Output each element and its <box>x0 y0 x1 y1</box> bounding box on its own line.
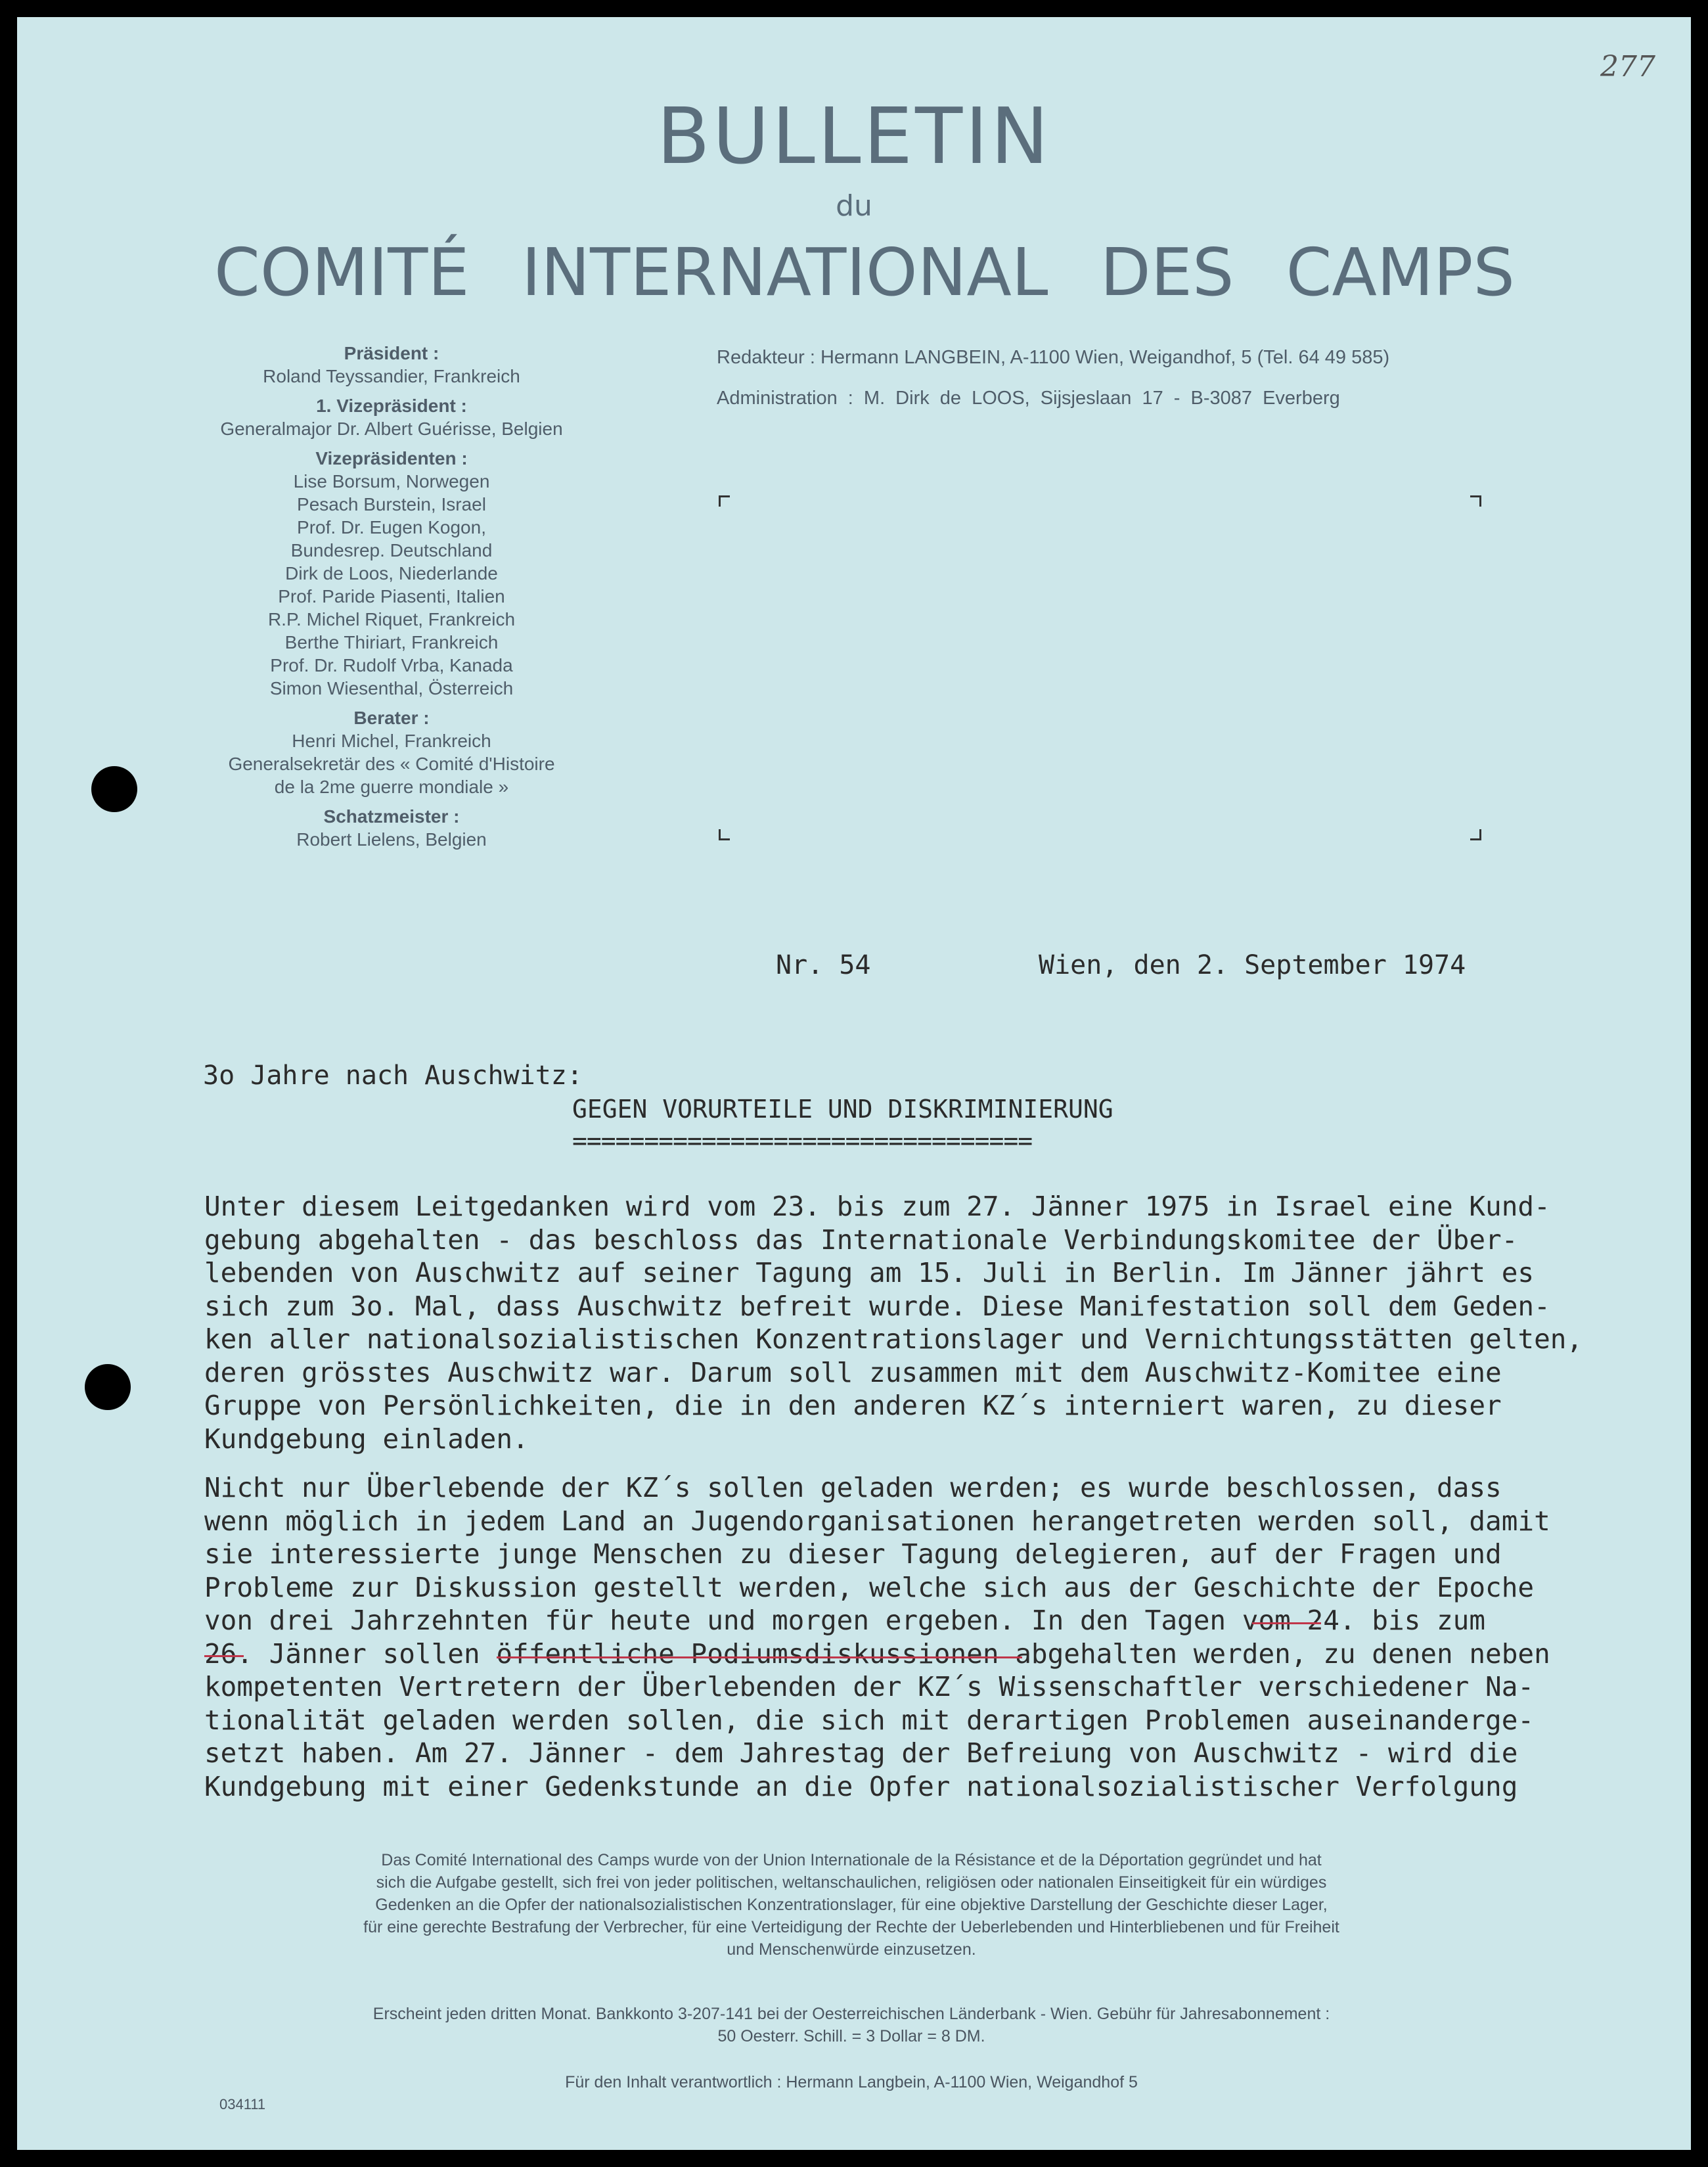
footer-responsible: Für den Inhalt verantwortlich : Hermann Langbein, A-1100 Wien, Weigandhof 5 <box>565 2073 1138 2091</box>
headline-underline: ================================ <box>572 1126 1033 1155</box>
officer-name: Dirk de Loos, Niederlande <box>285 563 498 583</box>
red-underline <box>1252 1622 1321 1624</box>
body-line: sich zum 3o. Mal, dass Auschwitz befreit wurde. Diese Manifestation soll dem Geden- <box>204 1290 1550 1322</box>
body-line: ken aller nationalsozialistischen Konzentrationslager und Vernichtungsstätten gelten, <box>204 1323 1583 1355</box>
officer-name: Generalsekretär des « Comité d'Histoire <box>228 754 555 774</box>
footer-line: 50 Oesterr. Schill. = 3 Dollar = 8 DM. <box>717 2027 985 2045</box>
masthead-word: DES <box>1100 234 1234 311</box>
page-number: 277 <box>1600 50 1655 83</box>
body-line: wenn möglich in jedem Land an Jugendorganisationen herangetreten werden soll, damit <box>204 1505 1550 1537</box>
officers-list <box>194 342 589 851</box>
body-line: von drei Jahrzehnten für heute und morgen ergeben. In den Tagen vom 24. bis zum <box>204 1605 1486 1636</box>
body-line: setzt haben. Am 27. Jänner - dem Jahrestag der Befreiung von Auschwitz - wird die <box>204 1737 1518 1769</box>
address-window-corner <box>1470 829 1481 840</box>
body-line: 26. Jänner sollen öffentliche Podiumsdiskussionen abgehalten werden, zu denen neben <box>204 1637 1550 1670</box>
body-line: deren grösstes Auschwitz war. Darum soll zusammen mit dem Auschwitz-Komitee eine <box>204 1356 1502 1388</box>
masthead-committee <box>214 234 1515 311</box>
masthead-word: COMITÉ <box>214 234 470 311</box>
masthead-du: du <box>836 189 872 223</box>
officer-name: Prof. Dr. Eugen Kogon, <box>297 517 486 537</box>
red-underline <box>204 1655 244 1657</box>
editor-line: Redakteur : Hermann LANGBEIN, A-1100 Wien, Weigandhof, 5 (Tel. 64 49 585) <box>717 347 1390 368</box>
officer-heading: Präsident : <box>344 343 439 363</box>
officer-heading: Berater : <box>353 708 430 728</box>
article-kicker: 3o Jahre nach Auschwitz: <box>203 1061 583 1091</box>
body-line: Kundgebung mit einer Gedenkstunde an die Opfer nationalsozialistischer Verfolgung <box>204 1770 1518 1802</box>
body-line: Nicht nur Überlebende der KZ´s sollen geladen werden; es wurde beschlossen, dass <box>204 1472 1502 1503</box>
body-line: Unter diesem Leitgedanken wird vom 23. bis zum 27. Jänner 1975 in Israel eine Kund- <box>204 1191 1550 1222</box>
issue-place-date: Wien, den 2. September 1974 <box>1039 950 1466 980</box>
officer-name: Roland Teyssandier, Frankreich <box>263 366 520 386</box>
body-line: lebenden von Auschwitz auf seiner Tagung am 15. Juli in Berlin. Im Jänner jährt es <box>204 1257 1535 1289</box>
masthead-word: CAMPS <box>1286 234 1515 311</box>
officer-heading: 1. Vizepräsident : <box>316 396 467 416</box>
punch-hole <box>91 766 137 812</box>
document-page <box>17 17 1691 2150</box>
footer-mission <box>208 1849 1495 1961</box>
address-window-corner <box>1470 495 1481 507</box>
punch-hole <box>85 1364 131 1410</box>
officer-heading: Schatzmeister : <box>323 806 460 827</box>
article-body <box>204 1190 1590 1803</box>
red-underline <box>497 1656 1022 1658</box>
officer-name: Lise Borsum, Norwegen <box>293 471 490 491</box>
officer-name: Henri Michel, Frankreich <box>292 731 491 751</box>
officer-heading: Vizepräsidenten : <box>315 448 468 468</box>
body-line: Probleme zur Diskussion gestellt werden, welche sich aus der Geschichte der Epoche <box>204 1571 1535 1603</box>
address-window-corner <box>719 495 730 507</box>
body-line: tionalität geladen werden sollen, die sich mit derartigen Problemen auseinanderge- <box>204 1704 1535 1736</box>
masthead-title: BULLETIN <box>656 91 1052 181</box>
officer-name: Simon Wiesenthal, Österreich <box>269 678 514 698</box>
officer-name: Bundesrep. Deutschland <box>290 540 493 560</box>
address-window-corner <box>719 829 730 840</box>
officer-name: Berthe Thiriart, Frankreich <box>284 632 499 652</box>
body-line: Kundgebung einladen. <box>204 1423 529 1455</box>
officer-name: Prof. Paride Piasenti, Italien <box>278 586 505 606</box>
article-headline: GEGEN VORURTEILE UND DISKRIMINIERUNG <box>572 1095 1113 1124</box>
officer-name: de la 2me guerre mondiale » <box>274 777 509 797</box>
body-line: kompetenten Vertretern der Überlebenden der KZ´s Wissenschaftler verschiedener Na- <box>204 1671 1535 1702</box>
footer-line: Das Comité International des Camps wurde von der Union Internationale de la Résistance et de la Déportation gegründet und hat <box>381 1851 1322 1869</box>
footer-line: für eine gerechte Bestrafung der Verbrecher, für eine Verteidigung der Rechte der Ueberlebenden und Hinterbliebenen und für Freiheit <box>363 1918 1339 1936</box>
body-line: gebung abgehalten - das beschloss das Internationale Verbindungskomitee der Über- <box>204 1223 1518 1256</box>
officer-name: Generalmajor Dr. Albert Guérisse, Belgien <box>220 419 563 439</box>
footer-code: 034111 <box>219 2096 266 2112</box>
footer-line: Gedenken an die Opfer der nationalsozialistischen Konzentrationslager, für eine objektive Darstellung der Geschichte dieser Lager, <box>375 1896 1328 1914</box>
officer-name: Robert Lielens, Belgien <box>296 829 487 850</box>
masthead-word: INTERNATIONAL <box>521 234 1048 311</box>
officer-name: Pesach Burstein, Israel <box>297 494 486 514</box>
officer-name: R.P. Michel Riquet, Frankreich <box>267 609 516 629</box>
admin-line: Administration : M. Dirk de LOOS, Sijsjeslaan 17 - B-3087 Everberg <box>717 388 1340 409</box>
footer-line: sich die Aufgabe gestellt, sich frei von jeder politischen, weltanschaulichen, religiösen oder nationalen Einseitigkeit für ein würdiges <box>376 1873 1327 1892</box>
body-line: sie interessierte junge Menschen zu dieser Tagung delegieren, auf der Fragen und <box>204 1538 1502 1570</box>
issue-number: Nr. 54 <box>776 950 871 980</box>
body-line: Gruppe von Persönlichkeiten, die in den anderen KZ´s interniert waren, zu dieser <box>204 1390 1502 1421</box>
footer-line: und Menschenwürde einzusetzen. <box>727 1940 976 1959</box>
footer-subscription <box>208 2003 1495 2047</box>
officer-name: Prof. Dr. Rudolf Vrba, Kanada <box>270 655 513 675</box>
footer-line: Erscheint jeden dritten Monat. Bankkonto 3-207-141 bei der Oesterreichischen Länderbank - Wien. Gebühr für Jahresabonnement : <box>372 2005 1330 2023</box>
